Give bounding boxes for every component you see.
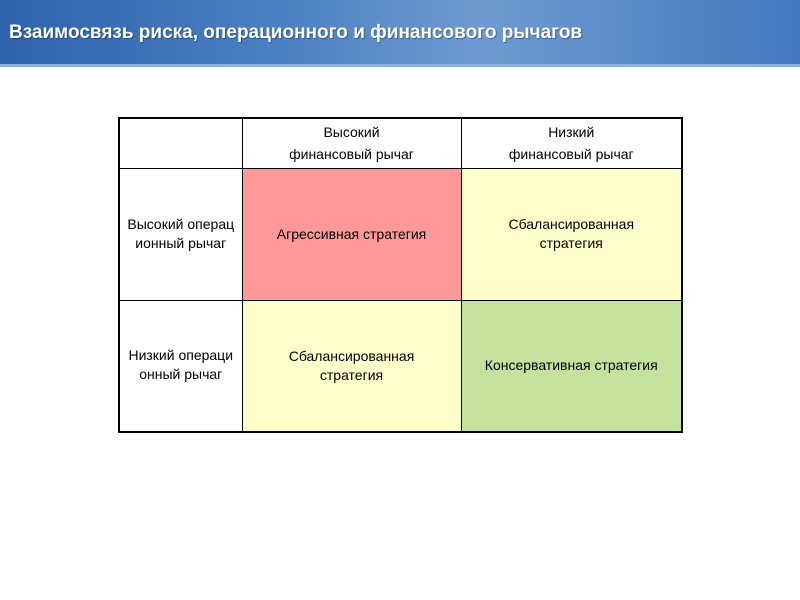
slide-title: Взаимосвязь риска, операционного и финансового рычагов bbox=[9, 22, 583, 43]
cell-text: Сбалансированная стратегия bbox=[508, 216, 635, 251]
cell-aggressive-strategy: Агрессивная стратегия bbox=[242, 168, 461, 300]
title-bar-divider bbox=[0, 64, 800, 67]
strategy-matrix bbox=[118, 117, 683, 433]
matrix-row-high-operational bbox=[119, 168, 682, 300]
col-header-line2: финансовый рычаг bbox=[508, 146, 634, 163]
title-bar bbox=[0, 0, 800, 67]
col-header-line1: Высокий bbox=[323, 124, 380, 141]
col-header-high-financial bbox=[242, 118, 461, 168]
col-header-line1: Низкий bbox=[548, 124, 595, 141]
row-label-high-operational bbox=[119, 168, 242, 300]
row-label-text: Высокий операционный рычаг bbox=[127, 215, 235, 251]
row-label-low-operational bbox=[119, 300, 242, 432]
cell-balanced-strategy-bottom bbox=[242, 300, 461, 432]
cell-balanced-strategy-top bbox=[461, 168, 682, 300]
col-header-line2: финансовый рычаг bbox=[289, 146, 414, 163]
cell-text: Сбалансированная стратегия bbox=[288, 347, 415, 383]
col-header-low-financial bbox=[461, 118, 682, 168]
cell-conservative-strategy: Консервативная стратегия bbox=[461, 300, 682, 432]
row-label-text: Низкий операционный рычаг bbox=[128, 347, 234, 383]
matrix-corner-cell bbox=[119, 118, 242, 168]
matrix-header-row bbox=[119, 118, 682, 168]
matrix-row-low-operational bbox=[119, 300, 682, 432]
